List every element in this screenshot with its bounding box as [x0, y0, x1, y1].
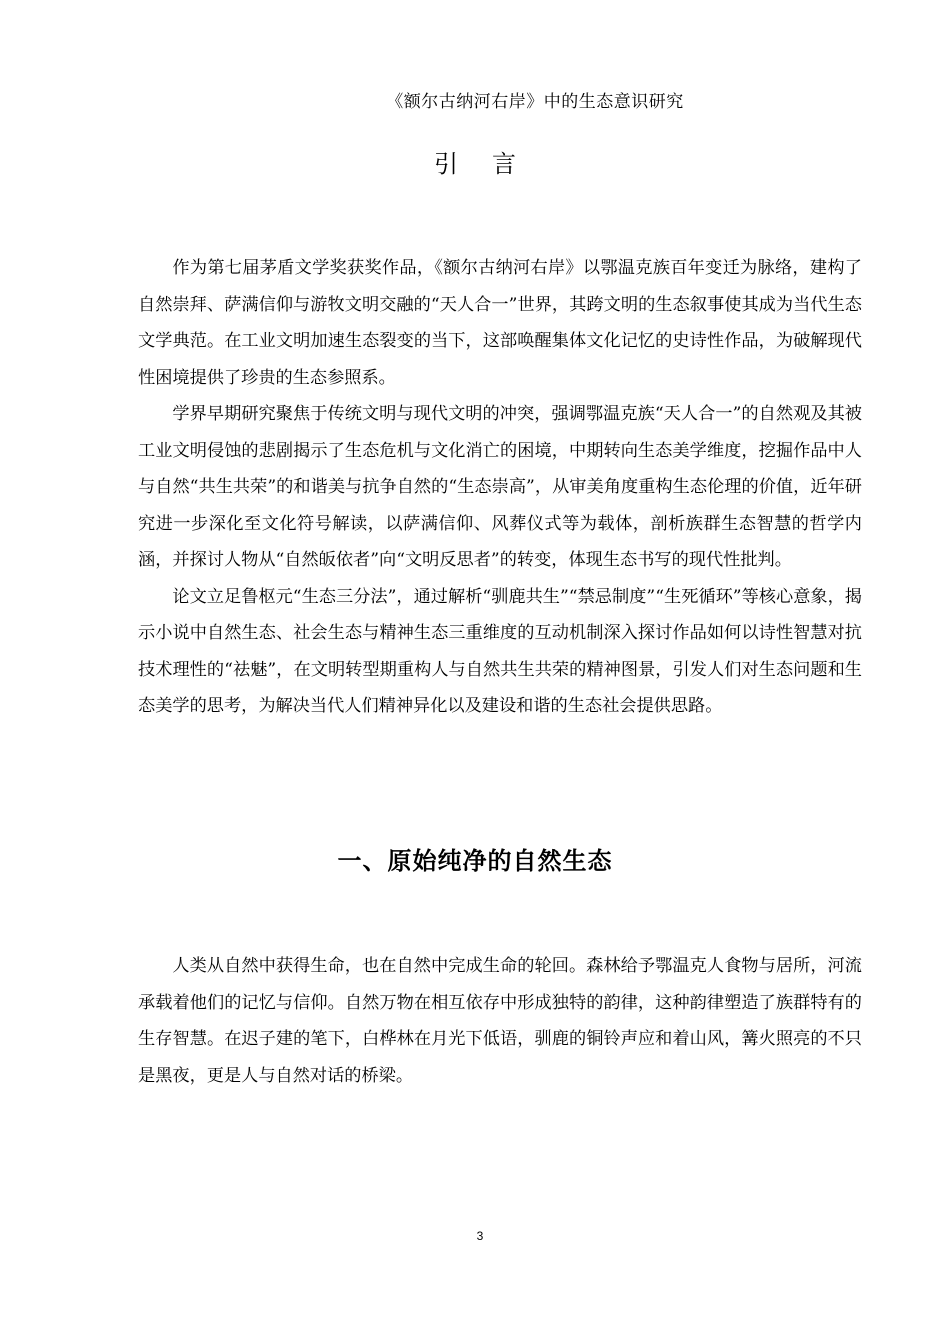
intro-body	[138, 250, 862, 725]
intro-paragraph-3: 论文立足鲁枢元“生态三分法”，通过解析“驯鹿共生”“禁忌制度”“生死循环”等核心意象，揭示小说中自然生态、社会生态与精神生态三重维度的互动机制深入探讨作品如何以诗性智慧对抗技术理性的“祛魅”，在文明转型期重构人与自然共生共荣的精神图景，引发人们对生态问题和生态美学的思考，为解决当代人们精神异化以及建设和谐的生态社会提供思路。	[138, 586, 862, 716]
running-header: 《额尔古纳河右岸》中的生态意识研究	[386, 92, 684, 112]
chapter-one-body	[138, 948, 862, 1094]
chapter-one-title: 一、原始纯净的自然生态	[337, 847, 613, 875]
intro-paragraph-2: 学界早期研究聚焦于传统文明与现代文明的冲突，强调鄂温克族“天人合一”的自然观及其被工业文明侵蚀的悲剧揭示了生态危机与文化消亡的困境，中期转向生态美学维度，挖掘作品中人与自然“共生共荣”的和谐美与抗争自然的“生态崇高”，从审美角度重构生态伦理的价值，近年研究进一步深化至文化符号解读，以萨满信仰、风葬仪式等为载体，剖析族群生态智慧的哲学内涵，并探讨人物从“自然皈依者”向“文明反思者”的转变，体现生态书写的现代性批判。	[138, 404, 862, 570]
page-number: 3	[476, 1229, 484, 1243]
chapter-one-paragraph-1: 人类从自然中获得生命，也在自然中完成生命的轮回。森林给予鄂温克人食物与居所，河流承载着他们的记忆与信仰。自然万物在相互依存中形成独特的韵律，这种韵律塑造了族群特有的生存智慧。在迟子建的笔下，白桦林在月光下低语，驯鹿的铜铃声应和着山风，篝火照亮的不只是黑夜，更是人与自然对话的桥梁。	[138, 956, 862, 1086]
intro-section-title: 引言	[434, 150, 550, 178]
intro-paragraph-1: 作为第七届茅盾文学奖获奖作品，《额尔古纳河右岸》以鄂温克族百年变迁为脉络，建构了自然崇拜、萨满信仰与游牧文明交融的“天人合一”世界，其跨文明的生态叙事使其成为当代生态文学典范。在工业文明加速生态裂变的当下，这部唤醒集体文化记忆的史诗性作品，为破解现代性困境提供了珍贵的生态参照系。	[138, 258, 862, 388]
